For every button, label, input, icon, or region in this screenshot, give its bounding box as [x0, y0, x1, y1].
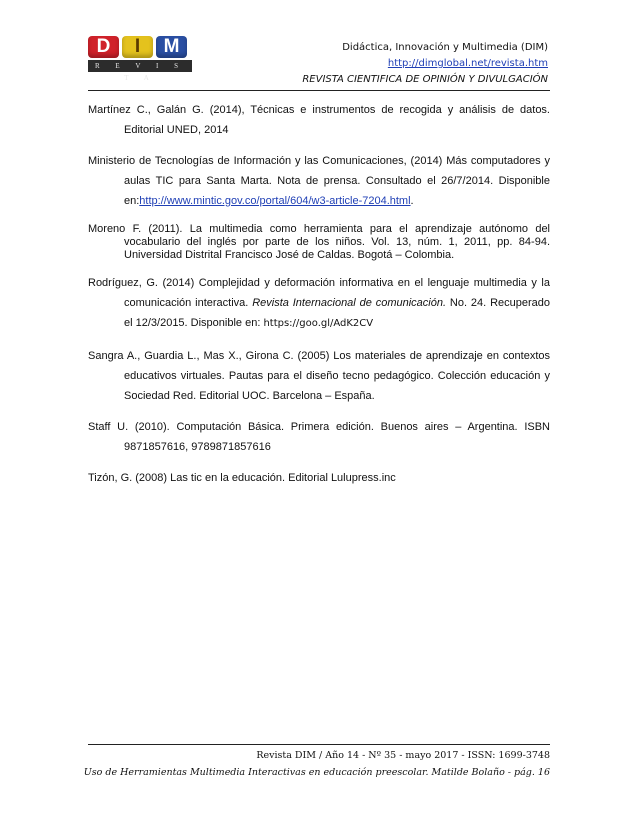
header-tagline: REVISTA CIENTIFICA DE OPINIÓN Y DIVULGACIÓN — [302, 74, 548, 85]
reference-entry — [88, 346, 550, 406]
reference-text: Ministerio de Tecnologías de Información y las Comunicaciones, (2014) Más computadores y aulas TIC para Santa Marta. Nota de prensa. Consultado el 26/7/2014. Disponible en: — [88, 155, 550, 207]
reference-text: Sangra A., Guardia L., Mas X., Girona C. (2005) Los materiales de aprendizaje en contextos educativos virtuales. Pautas para el diseño tecno pedagógico. Colección educación y Sociedad Red. Editorial UOC. Barcelona – España. — [88, 350, 550, 402]
reference-link[interactable]: http://www.mintic.gov.co/portal/604/w3-article-7204.html — [139, 195, 411, 207]
reference-text: No. 24. Recuperado el 12/3/2015. Disponible en: — [124, 297, 551, 329]
logo-letter-i: I — [122, 36, 153, 58]
header-link[interactable]: http://dimglobal.net/revista.htm — [387, 58, 548, 69]
reference-url: https://goo.gl/AdK2CV — [263, 318, 374, 329]
reference-tail: . — [410, 195, 414, 207]
header-divider — [88, 90, 550, 91]
logo-letter-m: M — [156, 36, 187, 58]
logo-subtitle: R E V I S T A — [88, 60, 192, 72]
reference-entry — [88, 223, 550, 262]
reference-entry — [88, 151, 550, 211]
reference-entry — [88, 468, 550, 488]
reference-entry — [88, 273, 550, 334]
footer-article: Uso de Herramientas Multimedia Interactivas en educación preescolar. Matilde Bolaño - pág. 16 — [83, 767, 550, 778]
reference-text: Martínez C., Galán G. (2014), Técnicas e instrumentos de recogida y análisis de datos. Editorial UNED, 2014 — [88, 104, 550, 136]
reference-text: Moreno F. (2011). La multimedia como herramienta para el aprendizaje autónomo del vocabulario del inglés por parte de los niños. Vol. 13, núm. 1, 2011, pp. 84-94. Universidad Distrital Francisco José de Caldas. Bogotá – Colombia. — [88, 223, 550, 261]
reference-entry — [88, 100, 550, 140]
dim-logo — [88, 36, 192, 82]
footer-divider — [88, 744, 550, 745]
reference-entry — [88, 417, 550, 457]
footer-issue: Revista DIM / Año 14 - Nº 35 - mayo 2017 - ISSN: 1699-3748 — [256, 750, 550, 761]
reference-journal: Revista Internacional de comunicación. — [252, 297, 447, 309]
reference-list — [88, 100, 550, 494]
header-journal-name: Didáctica, Innovación y Multimedia (DIM) — [342, 42, 548, 53]
reference-text: Rodríguez, G. (2014) Complejidad y deformación informativa en el lenguaje multimedia y la comunicación interactiva. — [88, 277, 550, 309]
reference-text: Staff U. (2010). Computación Básica. Primera edición. Buenos aires – Argentina. ISBN 9871857616, 9789871857616 — [88, 421, 550, 453]
logo-letter-d: D — [88, 36, 119, 58]
reference-text: Tizón, G. (2008) Las tic en la educación. Editorial Lulupress.inc — [88, 472, 396, 484]
